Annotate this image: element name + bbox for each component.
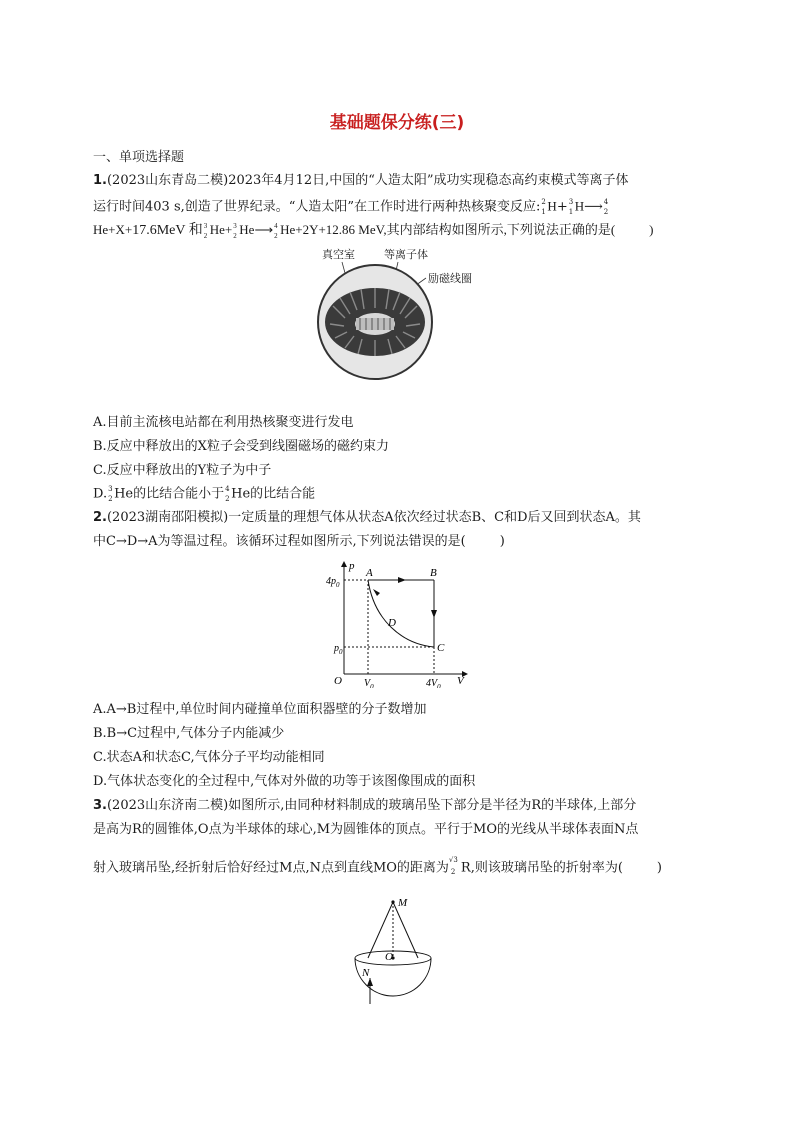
pv-graph	[322, 560, 472, 688]
nuclide-h3: 3 1	[568, 198, 574, 216]
fraction-sqrt3-over-2: √3 2	[448, 856, 458, 876]
q1-text-2: 运行时间403 s,创造了世界纪录。“人造太阳”在工作时进行两种热核聚变反应:	[93, 199, 541, 215]
v-axis-label: V	[457, 675, 464, 687]
nuclide-he3-a: 3 2	[203, 222, 208, 241]
pendant-figure	[348, 892, 444, 1008]
section-heading: 一、单项选择题	[93, 150, 185, 165]
q2-line2: 中C→D→A为等温过程。该循环过程如图所示,下列说法错误的是( )	[93, 534, 505, 549]
point-a: A	[366, 567, 373, 579]
q1-option-b: B.反应中释放出的X粒子会受到线圈磁场的磁约束力	[93, 439, 389, 454]
label-n: N	[362, 967, 370, 979]
q1-text-3c: He+2Y+12.86 MeV,其内部结构如图所示,下列说法正确的是(	[280, 222, 616, 237]
point-c: C	[437, 642, 445, 654]
q1-text-3a: He+X+	[93, 222, 133, 237]
cone-right	[393, 902, 418, 958]
q1-line2: 运行时间403 s,创造了世界纪录。“人造太阳”在工作时进行两种热核聚变反应: 2 1 H+ 3 1 H⟶ 4 2	[93, 198, 609, 216]
nuclide-he3-b: 3 2	[233, 222, 237, 241]
nuclide-he4-b: 4 2	[274, 222, 278, 241]
nuclide-h2: 2 1	[541, 198, 546, 216]
q1-option-d: D. 3 2 He的比结合能小于 4 2 He的比结合能	[93, 485, 316, 503]
tick-p0: $p_0$	[334, 643, 343, 656]
q1-line1	[93, 173, 629, 189]
nuclide-he4-c: 4 2	[225, 485, 230, 503]
q2-option-d: D.气体状态变化的全过程中,气体对外做的功等于该图像围成的面积	[93, 774, 476, 789]
point-b: B	[430, 567, 437, 579]
origin-label: O	[334, 675, 342, 687]
point-d: D	[388, 617, 396, 629]
label-o: O	[385, 951, 393, 963]
label-m: M	[398, 897, 408, 909]
tick-v0: $V_0$	[364, 678, 374, 688]
cone-left	[368, 902, 393, 958]
label-coil: 励磁线圈	[428, 273, 472, 285]
q1-number: 1.	[93, 173, 107, 188]
q1-paren: )	[649, 222, 654, 237]
process-cda	[368, 580, 434, 647]
q2-option-a: A.A→B过程中,单位时间内碰撞单位面积器壁的分子数增加	[93, 702, 427, 717]
tokamak-figure	[300, 244, 490, 384]
q3-line2: 是高为R的圆锥体,O点为半球体的球心,M为圆锥体的顶点。平行于MO的光线从半球体表面N点	[93, 822, 639, 837]
q2-line1: 2.(2023湖南邵阳模拟)一定质量的理想气体从状态A依次经过状态B、C和D后又回到状态A。其	[93, 510, 641, 525]
q3-number: 3.	[93, 798, 107, 813]
page-title: 基础题保分练(三)	[329, 113, 465, 133]
q2-number: 2.	[93, 510, 107, 525]
q3-line3: 射入玻璃吊坠,经折射后恰好经过M点,N点到直线MO的距离为 √3 2 R,则该玻璃吊坠的折射率为( )	[93, 856, 662, 876]
q1-option-a: A.目前主流核电站都在利用热核聚变进行发电	[93, 415, 354, 430]
q3-line1: 3.(2023山东济南二模)如图所示,由同种材料制成的玻璃吊坠下部分是半径为R的半球体,上部分	[93, 798, 637, 813]
nuclide-he3-c: 3 2	[108, 485, 113, 503]
label-plasma: 等离子体	[384, 249, 428, 261]
q2-option-b: B.B→C过程中,气体分子内能减少	[93, 726, 285, 741]
q2-option-c: C.状态A和状态C,气体分子平均动能相同	[93, 750, 325, 765]
q1-text-3b: 17.6MeV 和	[132, 223, 203, 238]
tick-4p0: $4p_0$	[326, 576, 340, 589]
q1-line3: He+X+17.6MeV 和 3 2 He+ 3 2 He⟶ 4 2 He+2Y+12.86 MeV,其内部结构如图所示,下列说法正确的是( )	[93, 222, 654, 241]
p-axis-label: p	[349, 560, 355, 572]
nuclide-he4: 4 2	[603, 198, 609, 216]
q1-text-1: (2023山东青岛二模)2023年4月12日,中国的“人造太阳”成功实现稳态高约束模式等离子体	[106, 173, 629, 188]
q1-option-c: C.反应中释放出的Y粒子为中子	[93, 463, 272, 478]
label-vacuum-chamber: 真空室	[322, 249, 355, 261]
tick-4v0: $4V_0$	[426, 678, 441, 688]
